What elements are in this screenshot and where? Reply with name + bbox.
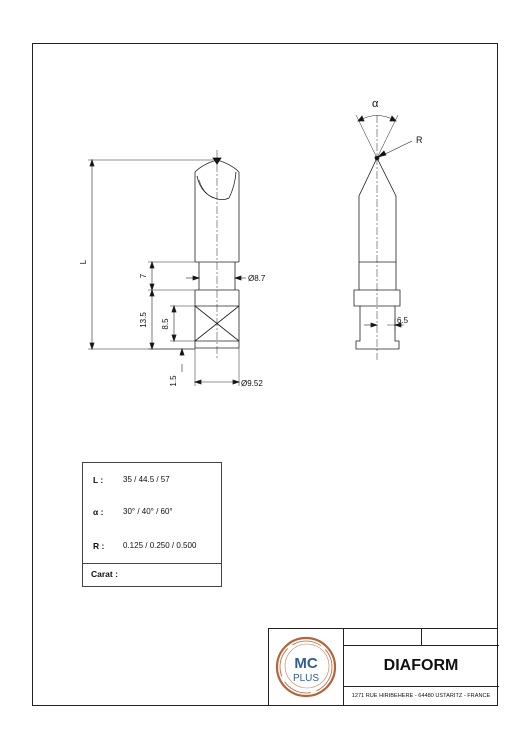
dia-8-7-label: Ø8.7 (248, 274, 266, 283)
title-block-cell (421, 629, 499, 646)
dimension-chamfer (180, 349, 184, 372)
length-label: L (79, 259, 88, 265)
spec-value: 0.125 / 0.250 / 0.500 (123, 541, 197, 550)
dimension-radius (377, 141, 412, 158)
logo-text-top: MC (294, 655, 318, 672)
dim-1-5-label: 1.5 (169, 375, 178, 387)
dim-8-5-label: 8.5 (161, 318, 170, 330)
spec-key: α : (93, 507, 104, 517)
spec-table (82, 462, 222, 587)
radius-label: R (416, 135, 423, 145)
spec-row-length (83, 473, 221, 487)
dim-7-label: 7 (139, 273, 148, 279)
carat-label: Carat : (91, 569, 118, 579)
spec-value: 30° / 40° / 60° (123, 507, 173, 516)
dimension-neck-diameter (186, 276, 246, 280)
dim-6-5-label: 6.5 (397, 316, 409, 325)
title-block (268, 628, 498, 706)
dia-9-52-label: Ø9.52 (241, 379, 263, 388)
spec-row-radius (83, 539, 221, 553)
spec-key: R : (93, 541, 105, 551)
side-view (354, 115, 400, 360)
front-view (195, 150, 239, 360)
spec-key: L : (93, 475, 104, 485)
dimension-shank (148, 262, 195, 349)
dimension-flat (170, 306, 195, 341)
title-block-cell (343, 629, 422, 646)
angle-label: α (372, 98, 379, 110)
spec-row-angle (83, 505, 221, 519)
company-address: 1271 RUE HIRIBEHERE - 64480 USTARITZ - FRANCE (351, 693, 491, 699)
spec-row-carat (83, 563, 221, 588)
spec-value: 35 / 44.5 / 57 (123, 475, 170, 484)
logo-cell (269, 629, 344, 706)
dimension-length (88, 160, 213, 349)
company-logo (274, 635, 338, 699)
logo-text-bottom: PLUS (292, 673, 320, 684)
dim-13-5-label: 13.5 (139, 312, 148, 328)
company-name: DIAFORM (343, 646, 499, 687)
